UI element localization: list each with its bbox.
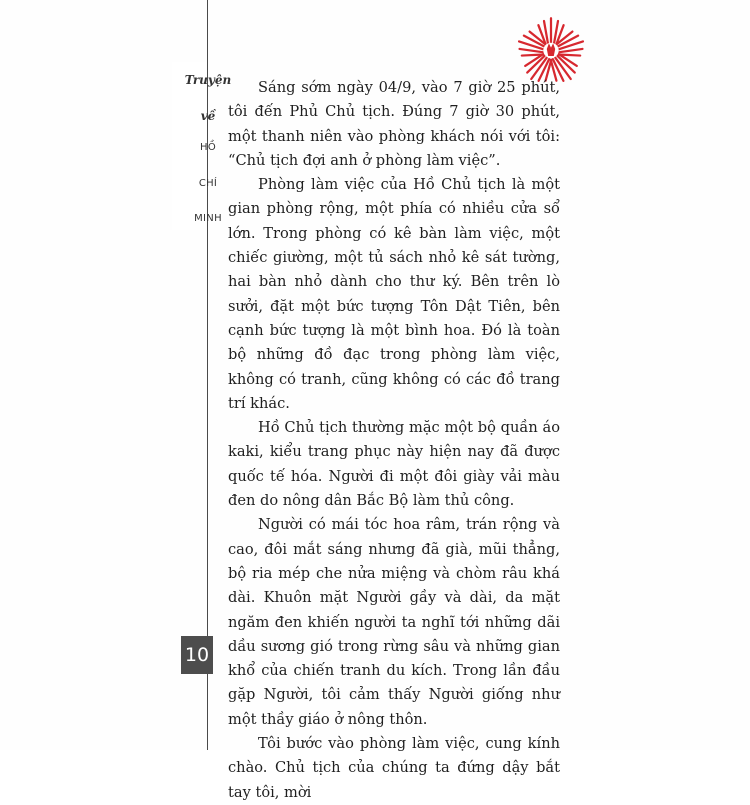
sidebar-name-line3: MINH <box>194 213 222 224</box>
paragraph-5: Tôi bước vào phòng làm việc, cung kính chào. Chủ tịch của chúng ta đứng dậy bắt tay tôi, mời <box>228 735 560 801</box>
body-text <box>228 76 560 805</box>
paragraph-1: Sáng sớm ngày 04/9, vào 7 giờ 25 phút, tôi đến Phủ Chủ tịch. Đúng 7 giờ 30 phút, một thanh niên vào phòng khách nói với tôi: “Chủ tịch đợi anh ở phòng làm việc”. <box>228 79 560 169</box>
sidebar-book-line1: Truyện <box>184 73 232 87</box>
sidebar-book-line2: về <box>200 109 216 123</box>
paragraph-2: Phòng làm việc của Hồ Chủ tịch là một gian phòng rộng, một phía có nhiều cửa sổ lớn. Trong phòng có kê bàn làm việc, một chiếc giường, một tủ sách nhỏ kê sát tường, hai bàn nhỏ dành cho thư ký. Bên trên lò sưởi, đặt một bức tượng Tôn Dật Tiên, bên cạnh bức tượng là một bình hoa. Đó là toàn bộ những đồ đạc trong phòng làm việc, không có tranh, cũng không có các đồ trang trí khác. <box>228 176 560 412</box>
paragraph-3: Hồ Chủ tịch thường mặc một bộ quần áo kaki, kiểu trang phục này hiện nay đã được quốc tế hóa. Người đi một đôi giày vải màu đen do nông dân Bắc Bộ làm thủ công. <box>228 419 560 510</box>
paragraph-4: Người có mái tóc hoa râm, trán rộng và cao, đôi mắt sáng nhưng đã già, mũi thẳng, bộ ria mép che nửa miệng và chòm râu khá dài. Khuôn mặt Người gầy và dài, da mặt ngăm đen khiến người ta nghĩ tới những dãi dầu sương gió trong rừng sâu và những gian khổ của chiến tranh du kích. Trong lần đầu gặp Người, tôi cảm thấy Người giống như một thầy giáo ở nông thôn. <box>228 516 560 728</box>
sidebar-name-line1: HỒ <box>200 142 216 153</box>
sidebar-name-line2: CHÍ <box>198 178 218 189</box>
red-star-emblem-icon <box>516 14 586 84</box>
page-number: 10 <box>181 636 213 674</box>
